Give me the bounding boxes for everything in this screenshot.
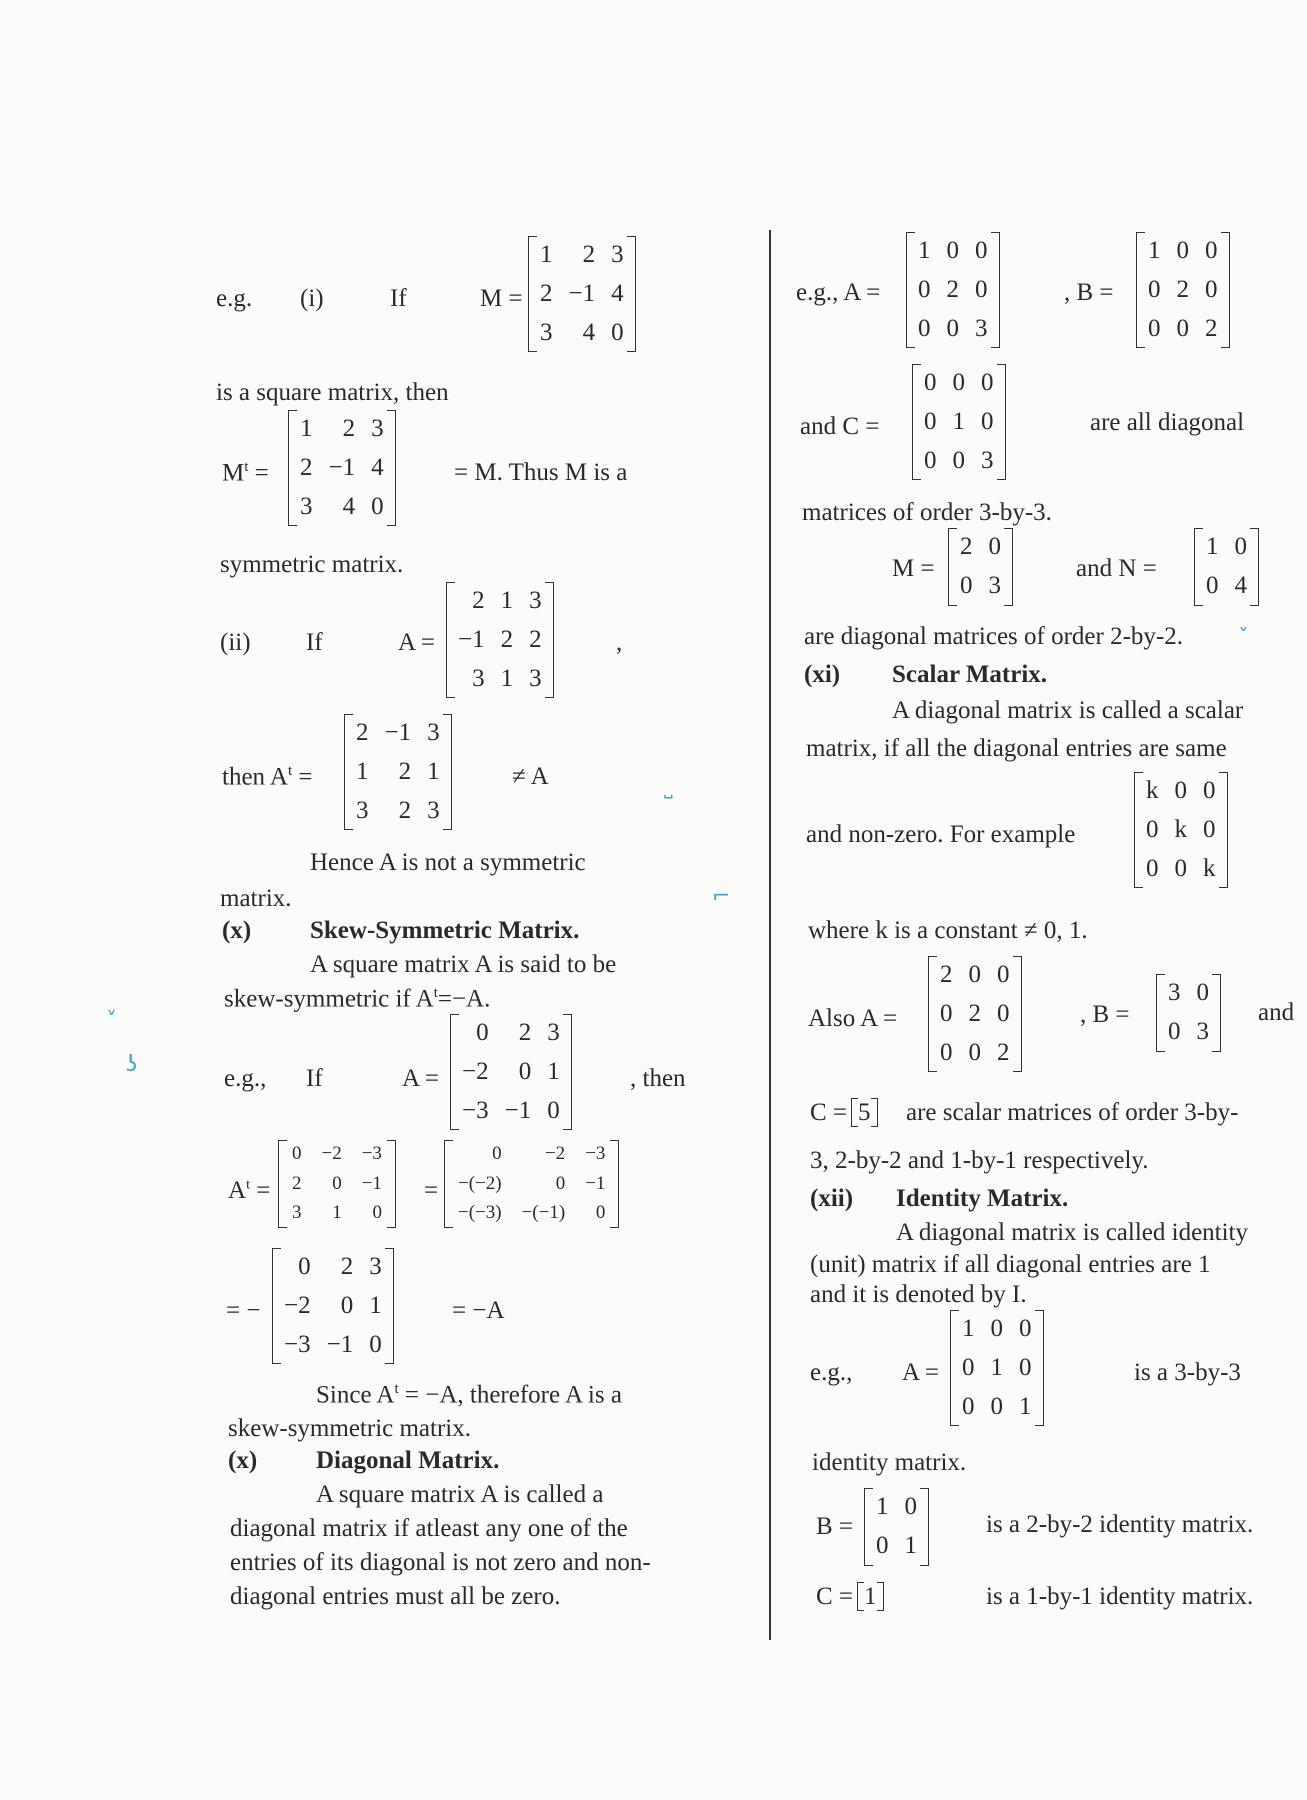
pen-mark: ˬ	[106, 990, 117, 1015]
matrix-entry: 1	[952, 408, 965, 436]
paragraph-text: is a square matrix, then	[216, 379, 449, 406]
matrix-entry: k	[1174, 816, 1187, 844]
matrix-entry: 3	[1168, 979, 1181, 1007]
bracket-right	[1221, 232, 1230, 348]
matrix-entry: 0	[1019, 1315, 1032, 1343]
matrix-entry: 0	[1203, 777, 1216, 805]
matrix-entry: 2	[582, 241, 596, 269]
bracket-right	[1212, 974, 1221, 1052]
matrix-entry: 3	[427, 796, 440, 824]
column-divider	[769, 230, 771, 1640]
matrix-entry: −2	[321, 1143, 342, 1165]
matrix-entry: 0	[476, 1019, 489, 1047]
matrix-label: e.g., A =	[796, 279, 881, 306]
bracket-right	[1013, 956, 1022, 1072]
matrix-entry: 0	[1196, 979, 1209, 1007]
matrix-entry: 0	[371, 492, 384, 520]
paragraph-text: is a 2-by-2 identity matrix.	[986, 1511, 1254, 1538]
matrix-entry: 1	[962, 1315, 975, 1343]
matrix-entry: 4	[1234, 572, 1247, 600]
matrix-entry: 0	[340, 1292, 354, 1320]
matrix-entry: 0	[981, 408, 994, 436]
matrix-entry: 0	[940, 1000, 953, 1028]
paragraph-text: identity matrix.	[812, 1449, 967, 1476]
equals-sign: =	[424, 1177, 439, 1204]
matrix-label: A =	[902, 1359, 940, 1386]
matrix-entry: −2	[284, 1292, 311, 1320]
matrix-entry: 1	[540, 241, 553, 269]
matrix-entry: 1	[500, 664, 514, 692]
matrix-entry: 3	[371, 415, 384, 443]
matrix-entry: 3	[472, 664, 485, 692]
matrix-entry: 2	[518, 1019, 532, 1047]
matrix-entry: 0	[292, 1143, 302, 1165]
matrix-entry: 0	[924, 408, 937, 436]
matrix-entry: 0	[1168, 1018, 1181, 1046]
if-word: If	[390, 285, 407, 312]
matrix-entry: 4	[611, 280, 624, 308]
matrix-entry: 0	[1205, 237, 1218, 265]
matrix-M	[528, 236, 636, 352]
bracket-right	[1219, 772, 1228, 888]
matrix-entry: −1	[328, 454, 356, 482]
matrix-label: C = 1	[816, 1582, 884, 1612]
matrix-entry: 2	[997, 1038, 1010, 1066]
matrix-entry: 1	[1019, 1392, 1032, 1420]
matrix-entry: 0	[1234, 533, 1247, 561]
matrix-entry: −1	[326, 1330, 354, 1358]
if-word: If	[306, 1065, 323, 1092]
matrix-label: and N =	[1076, 555, 1157, 582]
paragraph-text: and it is denoted by I.	[810, 1281, 1027, 1308]
matrix-entry: 3	[356, 796, 369, 824]
matrix-entry: 0	[988, 533, 1001, 561]
matrix-entry: 1	[904, 1532, 917, 1560]
matrix-entry: 0	[962, 1392, 975, 1420]
bracket-left	[528, 236, 537, 352]
paragraph-text: Hence A is not a symmetric	[310, 849, 586, 876]
paragraph-text: diagonal entries must all be zero.	[230, 1583, 561, 1610]
matrix-entry: 0	[918, 276, 931, 304]
matrix-entry: 0	[946, 314, 959, 342]
matrix-entry: 0	[981, 369, 994, 397]
matrix-entry: 2	[960, 533, 973, 561]
matrix-entry: 2	[529, 626, 542, 654]
matrix-entry: 2	[500, 626, 514, 654]
paragraph-text: matrices of order 3-by-3.	[802, 499, 1052, 526]
matrix-entry: 0	[1148, 314, 1161, 342]
pen-mark: ʖ	[126, 1052, 138, 1077]
bracket-left	[912, 364, 921, 480]
bracket-left	[450, 1014, 459, 1130]
paragraph-text: diagonal matrix if atleast any one of the	[230, 1515, 628, 1542]
matrix-entry: −(−2)	[458, 1172, 502, 1194]
matrix-entry: 3	[1196, 1018, 1209, 1046]
bracket-left	[950, 1310, 959, 1426]
paragraph-text: is a 3-by-3	[1134, 1359, 1241, 1386]
paragraph-text: 3, 2-by-2 and 1-by-1 respectively.	[810, 1147, 1149, 1174]
matrix-entry: 3	[529, 664, 542, 692]
matrix-label: and C =	[800, 413, 880, 440]
matrix-entry: 2	[398, 758, 412, 786]
equals-sign: = −	[226, 1297, 261, 1324]
matrix-entry: 1	[876, 1493, 889, 1521]
pen-mark: ˇ	[1238, 626, 1249, 651]
matrix-entry: 0	[940, 1038, 953, 1066]
matrix-B-scalar	[1156, 974, 1221, 1052]
eg-label: e.g.,	[224, 1065, 267, 1092]
matrix-label: A =	[398, 629, 436, 656]
matrix-label: , B =	[1080, 1001, 1130, 1028]
matrix-entry: 0	[1146, 816, 1159, 844]
section-heading: Skew-Symmetric Matrix.	[310, 917, 580, 944]
matrix-entry: 0	[876, 1532, 889, 1560]
matrix-entry: 1	[918, 237, 931, 265]
bracket-left	[444, 1140, 453, 1228]
section-heading: Diagonal Matrix.	[316, 1447, 500, 1474]
matrix-entry: 2	[342, 415, 356, 443]
matrix-entry: 0	[595, 1202, 606, 1224]
matrix-neg-A	[272, 1248, 394, 1364]
if-word: If	[306, 629, 323, 656]
matrix-A-skew	[450, 1014, 572, 1130]
matrix-K-scalar	[1134, 772, 1228, 888]
bracket-left	[928, 956, 937, 1072]
bracket-left	[446, 582, 455, 698]
matrix-entry: 0	[555, 1172, 566, 1194]
matrix-entry: 0	[918, 314, 931, 342]
matrix-entry: 0	[968, 961, 981, 989]
matrix-A-transpose-2	[444, 1140, 619, 1228]
paragraph-text: entries of its diagonal is not zero and non-	[230, 1549, 651, 1576]
bracket-left	[1194, 528, 1203, 606]
paragraph-text: are diagonal matrices of order 2-by-2.	[804, 623, 1184, 650]
bracket-left	[948, 528, 957, 606]
matrix-label: M =	[892, 555, 935, 582]
bracket-right	[387, 410, 396, 526]
matrix-entry: 4	[342, 492, 356, 520]
bracket-left	[864, 1488, 873, 1566]
paragraph-text: symmetric matrix.	[220, 551, 404, 578]
matrix-label: B =	[816, 1513, 854, 1540]
matrix-entry: 0	[1205, 276, 1218, 304]
matrix-entry: 0	[924, 446, 937, 474]
paragraph-text: are scalar matrices of order 3-by-	[906, 1099, 1239, 1126]
matrix-entry: 1	[500, 587, 514, 615]
matrix-entry: k	[1146, 777, 1159, 805]
matrix-entry: 0	[975, 276, 988, 304]
matrix-entry: −3	[284, 1330, 311, 1358]
matrix-entry: 2	[1205, 314, 1218, 342]
paragraph-text: skew-symmetric matrix.	[228, 1415, 471, 1442]
matrix-B-diag	[1136, 232, 1230, 348]
matrix-entry: 1	[356, 758, 369, 786]
paragraph-text: and non-zero. For example	[806, 821, 1076, 848]
section-heading: Scalar Matrix.	[892, 661, 1048, 688]
bracket-left	[1136, 232, 1145, 348]
matrix-entry: 0	[1146, 854, 1159, 882]
matrix-M-transpose	[288, 410, 396, 526]
bracket-right	[627, 236, 636, 352]
matrix-entry: 0	[968, 1038, 981, 1066]
matrix-entry: 1	[332, 1202, 342, 1224]
matrix-entry: −(−3)	[458, 1202, 502, 1224]
bracket-left	[288, 410, 297, 526]
matrix-entry: 0	[990, 1315, 1003, 1343]
bracket-right	[1035, 1310, 1044, 1426]
bracket-right	[1250, 528, 1259, 606]
matrix-entry: 2	[968, 1000, 981, 1028]
matrix-entry: −1	[585, 1172, 606, 1194]
matrix-entry: 1	[300, 415, 313, 443]
matrix-entry: 3	[547, 1019, 560, 1047]
paragraph-text: skew-symmetric if $A^t=-A$.	[224, 985, 491, 1013]
matrix-M-diag	[948, 528, 1013, 606]
matrix-entry: 0	[952, 446, 965, 474]
paragraph-text: Since $A^t = -A$, therefore A is a	[316, 1381, 622, 1409]
matrix-entry: 0	[611, 318, 624, 346]
matrix-label: C = 5	[810, 1098, 878, 1128]
matrix-entry: 0	[332, 1172, 342, 1194]
matrix-entry: 2	[292, 1172, 302, 1194]
matrix-entry: 3	[540, 318, 553, 346]
matrix-entry: 2	[1176, 276, 1189, 304]
matrix-label: then $A^t$ =	[222, 763, 313, 791]
matrix-label: $A^t$ =	[228, 1177, 271, 1204]
matrix-entry: −1	[504, 1096, 532, 1124]
matrix-entry: 2	[940, 961, 953, 989]
matrix-entry: −1	[384, 719, 412, 747]
bracket-right	[545, 582, 554, 698]
matrix-label: Also A =	[808, 1005, 898, 1032]
matrix-entry: 1	[1206, 533, 1219, 561]
bracket-right	[991, 232, 1000, 348]
pen-mark: ⌐	[712, 884, 731, 909]
matrix-entry: −1	[458, 626, 485, 654]
bracket-right	[920, 1488, 929, 1566]
paragraph-text: = M. Thus M is a	[454, 459, 628, 486]
matrix-entry: 3	[369, 1253, 382, 1281]
matrix-entry: 2	[540, 280, 553, 308]
paragraph-text: matrix.	[220, 885, 292, 912]
matrix-entry: 3	[427, 719, 440, 747]
bracket-left	[272, 1248, 281, 1364]
matrix-entry: 0	[547, 1096, 560, 1124]
matrix-entry: 1	[369, 1292, 382, 1320]
section-number: (x)	[228, 1447, 258, 1474]
example-number: (i)	[300, 285, 324, 312]
matrix-entry: 0	[904, 1493, 917, 1521]
bracket-right	[387, 1140, 396, 1228]
matrix-label: A =	[402, 1065, 440, 1092]
paragraph-text: is a 1-by-1 identity matrix.	[986, 1583, 1254, 1610]
bracket-left	[1134, 772, 1143, 888]
bracket-left	[906, 232, 915, 348]
matrix-entry: 0	[962, 1354, 975, 1382]
matrix-entry: 0	[1176, 314, 1189, 342]
matrix-entry: 1	[990, 1354, 1003, 1382]
bracket-right	[610, 1140, 619, 1228]
matrix-entry: 0	[975, 237, 988, 265]
matrix-label: $M^t$ =	[222, 459, 269, 487]
paragraph-text: are all diagonal	[1090, 409, 1245, 436]
matrix-entry: 2	[472, 587, 485, 615]
matrix-entry: 3	[981, 446, 994, 474]
matrix-entry: 2	[946, 276, 959, 304]
matrix-entry: 0	[997, 1000, 1010, 1028]
bracket-right	[1004, 528, 1013, 606]
matrix-entry: 2	[300, 454, 313, 482]
paragraph-text: matrix, if all the diagonal entries are same	[806, 735, 1227, 762]
section-number: (xii)	[810, 1185, 854, 1212]
matrix-entry: 0	[369, 1330, 382, 1358]
matrix-entry: 0	[298, 1253, 311, 1281]
eg-label: e.g.,	[810, 1359, 853, 1386]
matrix-entry: 1	[547, 1058, 560, 1086]
paragraph-text: and	[1258, 999, 1295, 1026]
matrix-entry: 2	[356, 719, 369, 747]
matrix-entry: 0	[1174, 854, 1187, 882]
matrix-N-diag	[1194, 528, 1259, 606]
matrix-entry: 4	[371, 454, 384, 482]
matrix-entry: 0	[372, 1202, 382, 1224]
matrix-entry: 2	[398, 796, 412, 824]
matrix-entry: 3	[529, 587, 542, 615]
matrix-entry: 0	[518, 1058, 532, 1086]
matrix-entry: 0	[990, 1392, 1003, 1420]
matrix-entry: −1	[568, 280, 596, 308]
paragraph-text: = −A	[452, 1297, 505, 1324]
matrix-entry: 0	[997, 961, 1010, 989]
matrix-entry: 0	[1174, 777, 1187, 805]
matrix-entry: 0	[1206, 572, 1219, 600]
bracket-left	[278, 1140, 287, 1228]
bracket-right	[997, 364, 1006, 480]
paragraph-text: A diagonal matrix is called a scalar	[892, 697, 1244, 724]
matrix-entry: 3	[292, 1202, 302, 1224]
bracket-left	[344, 714, 353, 830]
bracket-right	[563, 1014, 572, 1130]
matrix-entry: 4	[582, 318, 596, 346]
matrix-entry: 0	[492, 1143, 502, 1165]
paragraph-text: (unit) matrix if all diagonal entries are 1	[810, 1251, 1211, 1278]
matrix-entry: 3	[975, 314, 988, 342]
matrix-entry: 3	[988, 572, 1001, 600]
matrix-label: , B =	[1064, 279, 1114, 306]
matrix-identity-3	[950, 1310, 1044, 1426]
matrix-entry: k	[1203, 854, 1216, 882]
matrix-label: M =	[480, 285, 523, 312]
matrix-entry: 2	[340, 1253, 354, 1281]
bracket-right	[443, 714, 452, 830]
paragraph-text: A diagonal matrix is called identity	[896, 1219, 1249, 1246]
matrix-entry: 1	[427, 758, 440, 786]
section-number: (xi)	[804, 661, 841, 688]
matrix-A-transpose	[344, 714, 452, 830]
matrix-entry: −(−1)	[521, 1202, 566, 1224]
matrix-entry: 0	[1176, 237, 1189, 265]
matrix-identity-2	[864, 1488, 929, 1566]
matrix-entry: −3	[585, 1143, 606, 1165]
matrix-entry: −1	[361, 1172, 382, 1194]
matrix-entry: −3	[361, 1143, 382, 1165]
punctuation: ,	[616, 629, 623, 656]
matrix-C-diag	[912, 364, 1006, 480]
paragraph-text: A square matrix A is called a	[316, 1481, 604, 1508]
matrix-A-transpose-1	[278, 1140, 396, 1228]
matrix-entry: 3	[300, 492, 313, 520]
matrix-entry: 0	[1148, 276, 1161, 304]
bracket-left	[1156, 974, 1165, 1052]
matrix-entry: 0	[952, 369, 965, 397]
example-number: (ii)	[220, 629, 251, 656]
matrix-entry: 1	[1148, 237, 1161, 265]
matrix-entry: 0	[924, 369, 937, 397]
pen-mark: ˽	[664, 775, 673, 800]
matrix-entry: −2	[462, 1058, 489, 1086]
section-number: (x)	[222, 917, 252, 944]
paragraph-text: where k is a constant ≠ 0, 1.	[808, 917, 1088, 944]
bracket-right	[385, 1248, 394, 1364]
eg-label: e.g.	[216, 285, 253, 312]
section-heading: Identity Matrix.	[896, 1185, 1069, 1212]
matrix-A-diag	[906, 232, 1000, 348]
matrix-entry: 3	[611, 241, 624, 269]
matrix-entry: 0	[960, 572, 973, 600]
matrix-entry: 0	[1203, 816, 1216, 844]
matrix-entry: 0	[946, 237, 959, 265]
matrix-entry: 0	[1019, 1354, 1032, 1382]
paragraph-text: ≠ A	[512, 763, 549, 790]
matrix-entry: −2	[544, 1143, 566, 1165]
paragraph-text: A square matrix A is said to be	[310, 951, 617, 978]
matrix-A	[446, 582, 554, 698]
matrix-A-scalar	[928, 956, 1022, 1072]
paragraph-text: , then	[630, 1065, 686, 1092]
matrix-entry: −3	[462, 1096, 489, 1124]
